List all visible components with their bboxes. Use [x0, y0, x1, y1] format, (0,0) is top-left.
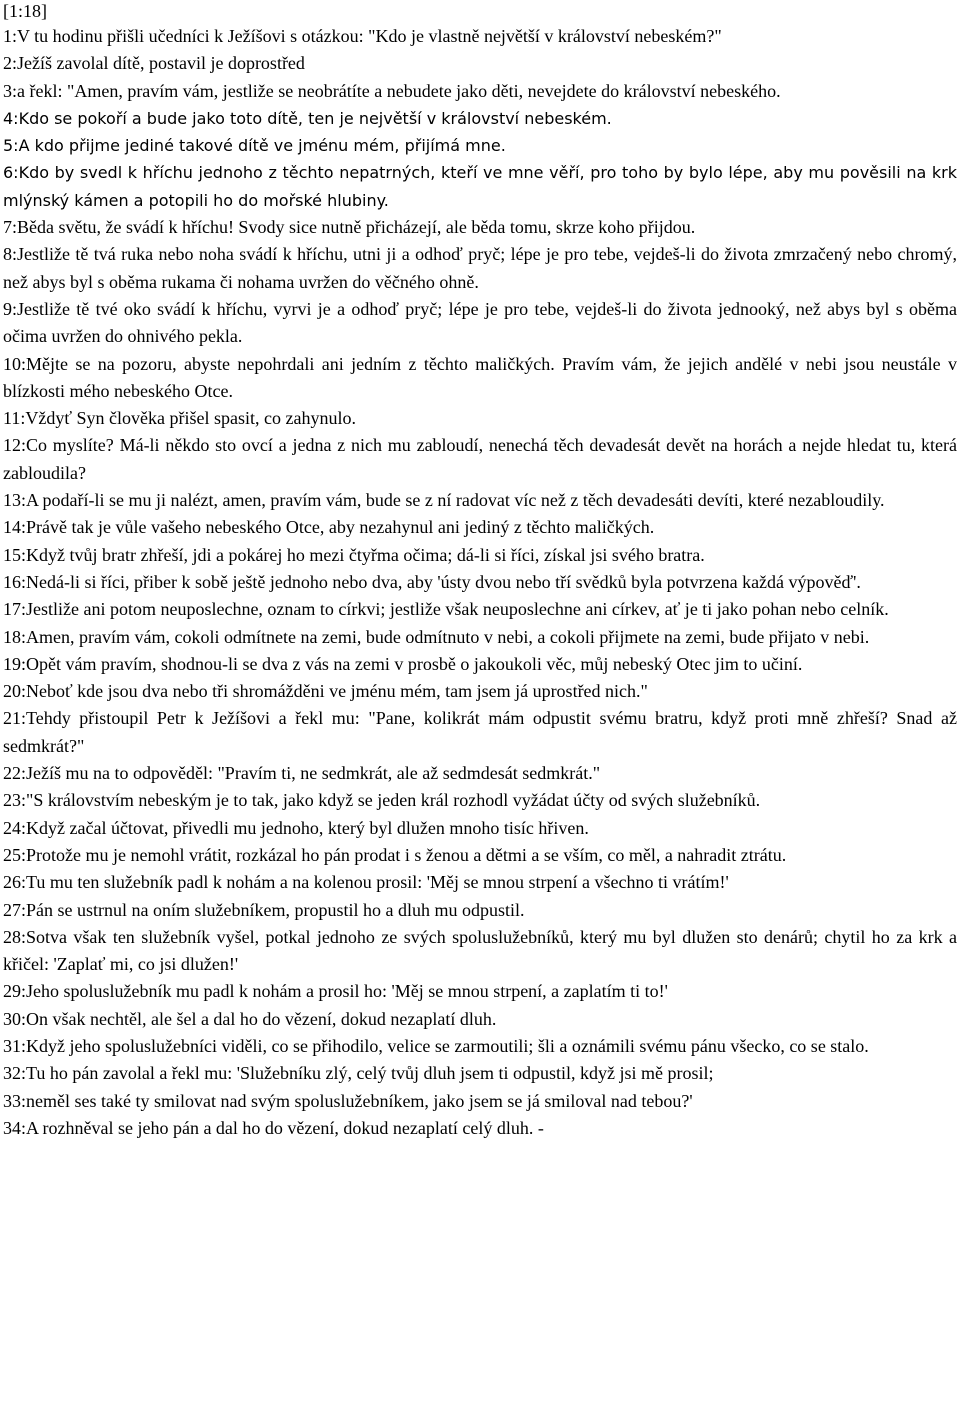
verse-list: [3, 23, 957, 1142]
verse-27: 27:Pán se ustrnul na oním služebníkem, propustil ho a dluh mu odpustil.: [3, 899, 525, 920]
verse-17: 17:Jestliže ani potom neuposlechne, oznam to církvi; jestliže však neuposlechne ani církev, ať je ti jako pohan nebo celník.: [3, 599, 889, 620]
verse-13: 13:A podaří-li se mu ji nalézt, amen, pravím vám, bude se z ní radovat víc než z těch devadesáti devíti, které nezabloudily.: [3, 490, 885, 511]
verse-20: 20:Neboť kde jsou dva nebo tři shromážděni ve jménu mém, tam jsem já uprostřed nich.": [3, 681, 648, 702]
chapter-reference: [1:18]: [3, 1, 47, 21]
verse-33: 33:neměl ses také ty smilovat nad svým spoluslužebníkem, jako jsem se já smiloval nad tebou?': [3, 1090, 693, 1111]
verse-14: 14:Právě tak je vůle vašeho nebeského Otce, aby nezahynul ani jediný z těchto maličkých.: [3, 517, 655, 538]
verse-12: 12:Co myslíte? Má-li někdo sto ovcí a jedna z nich mu zabloudí, nenechá těch devadesát devět na horách a nejde hledat tu, která zabloudila?: [3, 435, 957, 483]
verse-7: 7:Běda světu, že svádí k hříchu! Svody sice nutně přicházejí, ale běda tomu, skrze koho přijdou.: [3, 217, 696, 238]
verse-9: 9:Jestliže tě tvé oko svádí k hříchu, vyrvi je a odhoď pryč; lépe je pro tebe, vejdeš-li do života jednooký, než abys byl s oběma očima uvržen do ohnivého pekla.: [3, 298, 957, 347]
verse-28: 28:Sotva však ten služebník vyšel, potkal jednoho ze svých spoluslužebníků, který mu byl dlužen sto denárů; chytil ho za krk a křičel: 'Zaplať mi, co jsi dlužen!': [3, 926, 957, 975]
verse-24: 24:Když začal účtovat, přivedli mu jednoho, který byl dlužen mnoho tisíc hřiven.: [3, 817, 589, 838]
verse-10: 10:Mějte se na pozoru, abyste nepohrdali ani jedním z těchto maličkých. Pravím vám, že jejich andělé v nebi jsou neustále v blízkosti mého nebeského Otce.: [3, 353, 957, 401]
verse-34: 34:A rozhněval se jeho pán a dal ho do vězení, dokud nezaplatí celý dluh. -: [3, 1117, 544, 1138]
verse-1: 1:V tu hodinu přišli učedníci k Ježíšovi s otázkou: "Kdo je vlastně největší v království nebeském?": [3, 26, 722, 46]
verse-23: 23:"S královstvím nebeským je to tak, jako když se jeden král rozhodl vyžádat účty od svých služebníků.: [3, 790, 761, 811]
verse-18: 18:Amen, pravím vám, cokoli odmítnete na zemi, bude odmítnuto v nebi, a cokoli přijmete na zemi, bude přijato v nebi.: [3, 626, 870, 647]
verse-26: 26:Tu mu ten služebník padl k nohám a na kolenou prosil: 'Měj se mnou strpení a všechno ti vrátím!': [3, 872, 729, 893]
verse-22: 22:Ježíš mu na to odpověděl: "Pravím ti, ne sedmkrát, ale až sedmdesát sedmkrát.": [3, 763, 601, 784]
document-body: [3, 0, 957, 1142]
verse-21: 21:Tehdy přistoupil Petr k Ježíšovi a řekl mu: "Pane, kolikrát mám odpustit svému bratru, když proti mně zhřeší? Snad až sedmkrát?": [3, 708, 957, 756]
verse-19: 19:Opět vám pravím, shodnou-li se dva z vás na zemi v prosbě o jakoukoli věc, můj nebeský Otec jim to učiní.: [3, 653, 803, 674]
verse-15: 15:Když tvůj bratr zhřeší, jdi a pokárej ho mezi čtyřma očima; dá-li si říci, získal jsi svého bratra.: [3, 544, 705, 565]
verse-5: 5:A kdo přijme jediné takové dítě ve jménu mém, přijímá mne.: [3, 136, 506, 156]
verse-8: 8:Jestliže tě tvá ruka nebo noha svádí k hříchu, utni ji a odhoď pryč; lépe je pro tebe, vejdeš-li do života zmrzačený nebo chromý, než abys byl s oběma rukama či nohama uvržen do věčného ohně.: [3, 244, 957, 292]
verse-3: 3:a řekl: "Amen, pravím vám, jestliže se neobrátíte a nebudete jako děti, nevejdete do království nebeského.: [3, 80, 781, 101]
verse-25: 25:Protože mu je nemohl vrátit, rozkázal ho pán prodat i s ženou a dětmi a se vším, co měl, a nahradit ztrátu.: [3, 844, 787, 865]
verse-32: 32:Tu ho pán zavolal a řekl mu: 'Služebníku zlý, celý tvůj dluh jsem ti odpustil, když jsi mě prosil;: [3, 1063, 714, 1084]
verse-16: 16:Nedá-li si říci, přiber k sobě ještě jednoho nebo dva, aby 'ústy dvou nebo tří svědků byla potvrzena každá výpověď'.: [3, 571, 861, 592]
verse-2: 2:Ježíš zavolal dítě, postavil je doprostřed: [3, 53, 305, 74]
verse-11: 11:Vždyť Syn člověka přišel spasit, co zahynulo.: [3, 408, 356, 429]
verse-6: 6:Kdo by svedl k hříchu jednoho z těchto nepatrných, kteří ve mne věří, pro toho by bylo lépe, aby mu pověsili na krk mlýnský kámen a potopili ho do mořské hlubiny.: [3, 163, 957, 210]
verse-30: 30:On však nechtěl, ale šel a dal ho do vězení, dokud nezaplatí dluh.: [3, 1008, 497, 1029]
verse-31: 31:Když jeho spoluslužebníci viděli, co se přihodilo, velice se zarmoutili; šli a oznámili svému pánu všecko, co se stalo.: [3, 1035, 869, 1056]
verse-4: 4:Kdo se pokoří a bude jako toto dítě, ten je největší v království nebeském.: [3, 108, 612, 128]
verse-29: 29:Jeho spoluslužebník mu padl k nohám a prosil ho: 'Měj se mnou strpení, a zaplatím ti to!': [3, 981, 668, 1002]
